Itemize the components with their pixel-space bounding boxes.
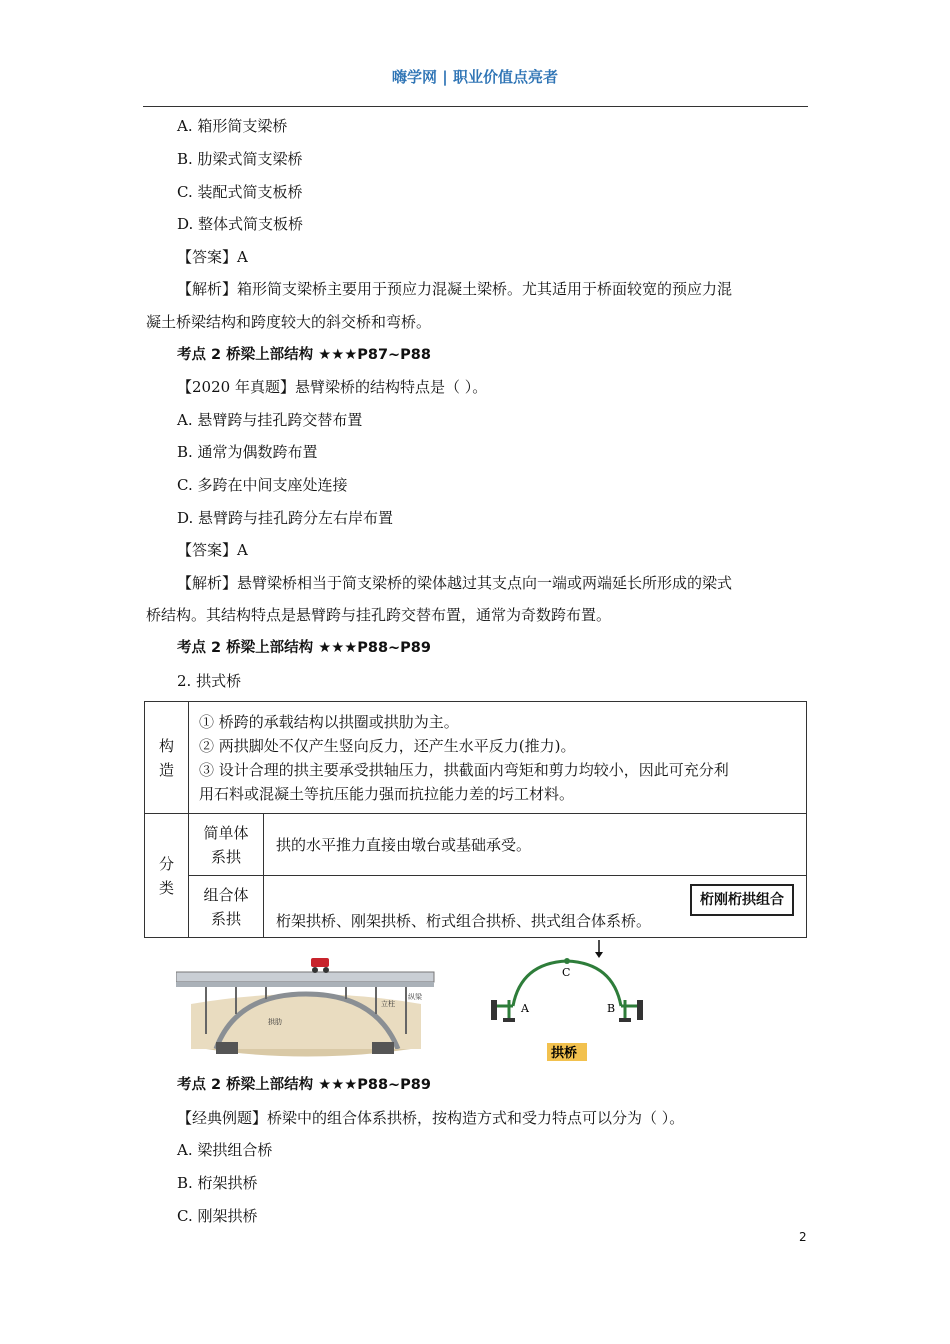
exam-point-heading: 考点 2 桥梁上部结构 ★★★P88~P89 (177, 640, 431, 656)
simple-arch-text: 拱的水平推力直接由墩台或基础承受。 (264, 814, 807, 876)
arch-diagram (451, 938, 679, 1063)
structure-label: 构造 (145, 702, 189, 814)
q3-stem: 【经典例题】桥梁中的组合体系拱桥，按构造方式和受力特点可以分为（ ）。 (177, 1109, 685, 1127)
column-label: 立柱 (381, 1000, 395, 1008)
page-header: 嗨学网 | 职业价值点亮者 (392, 68, 558, 86)
q2-option-d: D. 悬臂跨与挂孔跨分左右岸布置 (177, 509, 394, 527)
exam-point-heading: 考点 2 桥梁上部结构 ★★★P87~P88 (177, 347, 431, 363)
structure-line: ① 桥跨的承载结构以拱圈或拱肋为主。 (199, 712, 459, 731)
q1-answer: 【答案】A (177, 248, 248, 266)
page-number: 2 (799, 1230, 807, 1244)
rib-label: 拱肋 (268, 1018, 282, 1026)
q1-option-b: B. 肋梁式简支梁桥 (177, 150, 303, 168)
point-c-label: C (562, 966, 571, 979)
q1-option-a: A. 箱形简支梁桥 (177, 117, 288, 135)
structure-line: 用石料或混凝土等抗压能力强而抗拉能力差的圬工材料。 (199, 784, 575, 803)
combo-arch-text: 桁架拱桥、刚架拱桥、桁式组合拱桥、拱式组合体系桥。 (276, 911, 652, 930)
structure-description (189, 702, 807, 814)
combo-arch-cell (264, 876, 807, 938)
simple-arch-label: 简单体系拱 (189, 814, 264, 876)
q1-option-d: D. 整体式简支板桥 (177, 215, 304, 233)
q3-option-c: C. 刚架拱桥 (177, 1207, 258, 1225)
arch-bridge-table (144, 701, 807, 938)
combo-arch-label: 组合体系拱 (189, 876, 264, 938)
q2-stem: 【2020 年真题】悬臂梁桥的结构特点是（ ）。 (177, 378, 488, 396)
q3-option-b: B. 桁架拱桥 (177, 1174, 258, 1192)
diagram-caption: 拱桥 (551, 1046, 578, 1061)
header-divider (143, 106, 808, 107)
q1-option-c: C. 装配式简支板桥 (177, 183, 303, 201)
mnemonic-tag: 桁刚桁拱组合 (690, 884, 794, 916)
structure-line: ③ 设计合理的拱主要承受拱轴压力，拱截面内弯矩和剪力均较小，因此可充分利 (199, 760, 729, 779)
point-b-label: B (607, 1002, 616, 1015)
q2-analysis-line2: 桥结构。其结构特点是悬臂跨与挂孔跨交替布置，通常为奇数跨布置。 (146, 606, 612, 624)
q1-analysis-line1: 【解析】箱形简支梁桥主要用于预应力混凝土梁桥。尤其适用于桥面较宽的预应力混 (177, 280, 733, 298)
q2-option-b: B. 通常为偶数跨布置 (177, 443, 318, 461)
q2-analysis-line1: 【解析】悬臂梁桥相当于简支梁桥的梁体越过其支点向一端或两端延长所形成的梁式 (177, 574, 733, 592)
q1-analysis-line2: 凝土桥梁结构和跨度较大的斜交桥和弯桥。 (146, 313, 432, 331)
point-a-label: A (521, 1002, 529, 1015)
q2-option-c: C. 多跨在中间支座处连接 (177, 476, 348, 494)
beam-label: 纵梁 (408, 993, 422, 1001)
exam-point-heading: 考点 2 桥梁上部结构 ★★★P88~P89 (177, 1077, 431, 1093)
arch-bridge-illustration (176, 954, 436, 1062)
structure-line: ② 两拱脚处不仅产生竖向反力，还产生水平反力(推力)。 (199, 736, 576, 755)
q2-answer: 【答案】A (177, 541, 248, 559)
classification-label: 分类 (145, 814, 189, 938)
q2-option-a: A. 悬臂跨与挂孔跨交替布置 (177, 411, 363, 429)
section-title: 2. 拱式桥 (177, 672, 242, 690)
q3-option-a: A. 梁拱组合桥 (177, 1141, 273, 1159)
